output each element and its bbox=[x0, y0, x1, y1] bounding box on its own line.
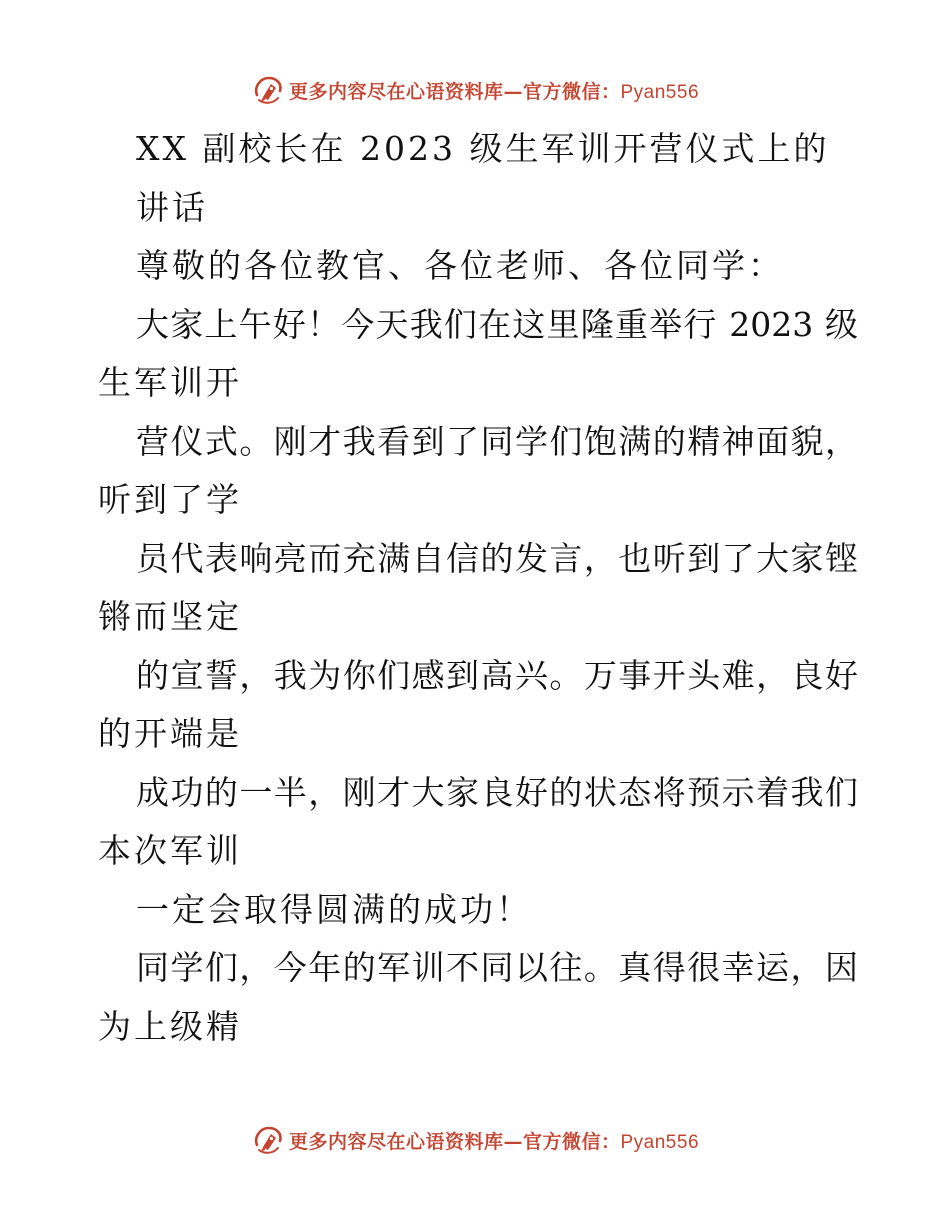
document-line: 员代表响亮而充满自信的发言，也听到了大家铿 bbox=[136, 538, 858, 578]
document-body bbox=[98, 120, 858, 1056]
document-line: XX 副校长在 2023 级生军训开营仪式上的 bbox=[136, 129, 830, 168]
watermark-text: 更多内容尽在心语资料库—官方微信：Pyan556 bbox=[288, 1130, 700, 1153]
document-line: 听到了学 bbox=[98, 480, 242, 519]
document-line: 营仪式。刚才我看到了同学们饱满的精神面貌， bbox=[136, 421, 858, 461]
watermark-banner-top bbox=[0, 70, 950, 110]
document-line: 本次军训 bbox=[98, 831, 242, 870]
watermark-text: 更多内容尽在心语资料库—官方微信：Pyan556 bbox=[288, 80, 700, 103]
pen-nib-swirl-icon bbox=[251, 1123, 285, 1157]
document-line: 一定会取得圆满的成功！ bbox=[136, 889, 532, 929]
document-line: 为上级精 bbox=[98, 1006, 242, 1046]
document-line: 生军训开 bbox=[98, 363, 242, 402]
document-line: 的宣誓，我为你们感到高兴。万事开头难，良好 bbox=[136, 655, 858, 695]
document-line: 的开端是 bbox=[98, 714, 242, 753]
document-line: 锵而坚定 bbox=[98, 597, 242, 636]
pen-nib-swirl-icon bbox=[251, 73, 285, 107]
document-line: 同学们，今年的军训不同以往。真得很幸运，因 bbox=[136, 948, 858, 987]
document-line: 尊敬的各位教官、各位老师、各位同学： bbox=[136, 246, 784, 285]
document-line: 大家上午好！今天我们在这里隆重举行 2023 级 bbox=[136, 304, 858, 344]
document-line: 成功的一半，刚才大家良好的状态将预示着我们 bbox=[136, 772, 858, 812]
watermark-banner-bottom bbox=[0, 1120, 950, 1160]
document-line: 讲话 bbox=[136, 187, 208, 227]
